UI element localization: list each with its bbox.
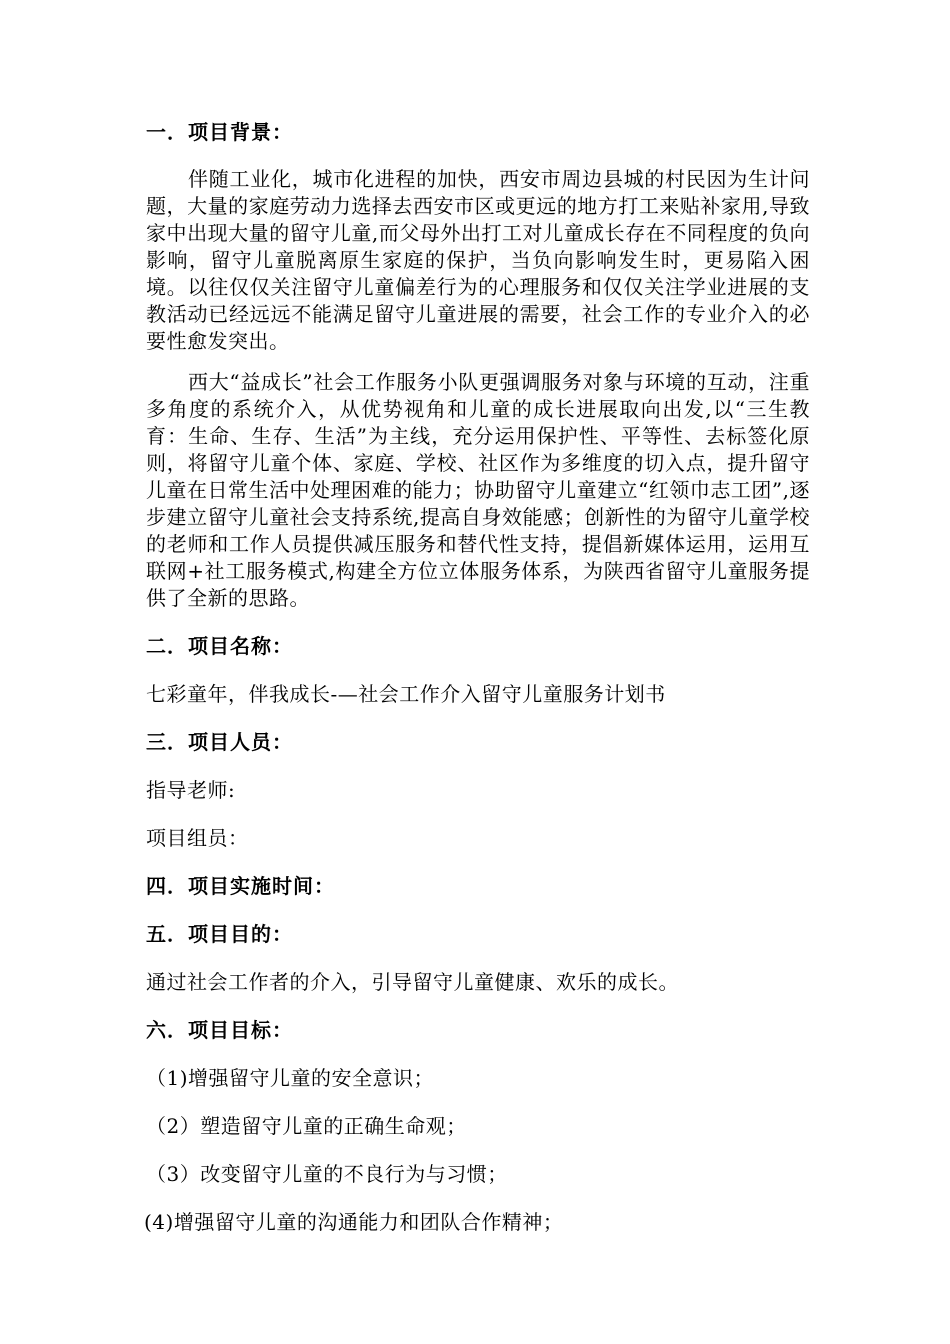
section-heading-purpose: 五．项目目的：	[146, 922, 293, 946]
background-paragraph-2: 西大“益成长”社会工作服务小队更强调服务对象与环境的互动，注重多角度的系统介入，从优势视角和儿童的成长进展取向出发,以“三生教育：生命、生存、生活”为主线，充分运用保护性、平等性、去标签化原则，将留守儿童个体、家庭、学校、社区作为多维度的切入点，提升留守儿童在日常生活中处理困难的能力；协助留守儿童建立“红领巾志工团”,逐步建立留守儿童社会支持系统,提高自身效能感；创新性的为留守儿童学校的老师和工作人员提供减压服务和替代性支持，提倡新媒体运用，运用互联网+社工服务模式,构建全方位立体服务体系，为陕西省留守儿童服务提供了全新的思路。	[146, 370, 810, 610]
section-heading-goals: 六．项目目标：	[146, 1018, 293, 1042]
section-heading-schedule: 四．项目实施时间：	[146, 874, 335, 898]
advisor-label: 指导老师:	[146, 778, 236, 802]
members-label: 项目组员：	[146, 826, 249, 850]
section-heading-background: 一．项目背景：	[146, 120, 293, 144]
section-heading-staff: 三．项目人员：	[146, 730, 293, 754]
goal-item: (4)增强留守儿童的沟通能力和团队合作精神；	[144, 1210, 564, 1234]
project-name-text: 七彩童年，伴我成长-—社会工作介入留守儿童服务计划书	[146, 682, 666, 706]
document-page	[146, 118, 810, 1236]
goal-item: （2）塑造留守儿童的正确生命观；	[146, 1114, 467, 1138]
goal-item: （3）改变留守儿童的不良行为与习惯；	[146, 1162, 508, 1186]
goal-item: （1)增强留守儿童的安全意识；	[146, 1066, 435, 1090]
background-paragraph-1: 伴随工业化，城市化进程的加快，西安市周边县城的村民因为生计问题，大量的家庭劳动力选择去西安市区或更远的地方打工来贴补家用,导致家中出现大量的留守儿童,而父母外出打工对儿童成长存在不同程度的负向影响，留守儿童脱离原生家庭的保护，当负向影响发生时，更易陷入困境。以往仅仅关注留守儿童偏差行为的心理服务和仅仅关注学业进展的支教活动已经远远不能满足留守儿童进展的需要，社会工作的专业介入的必要性愈发突出。	[146, 167, 810, 353]
purpose-text: 通过社会工作者的介入，引导留守儿童健康、欢乐的成长。	[146, 970, 679, 994]
section-heading-name: 二．项目名称：	[146, 634, 293, 658]
